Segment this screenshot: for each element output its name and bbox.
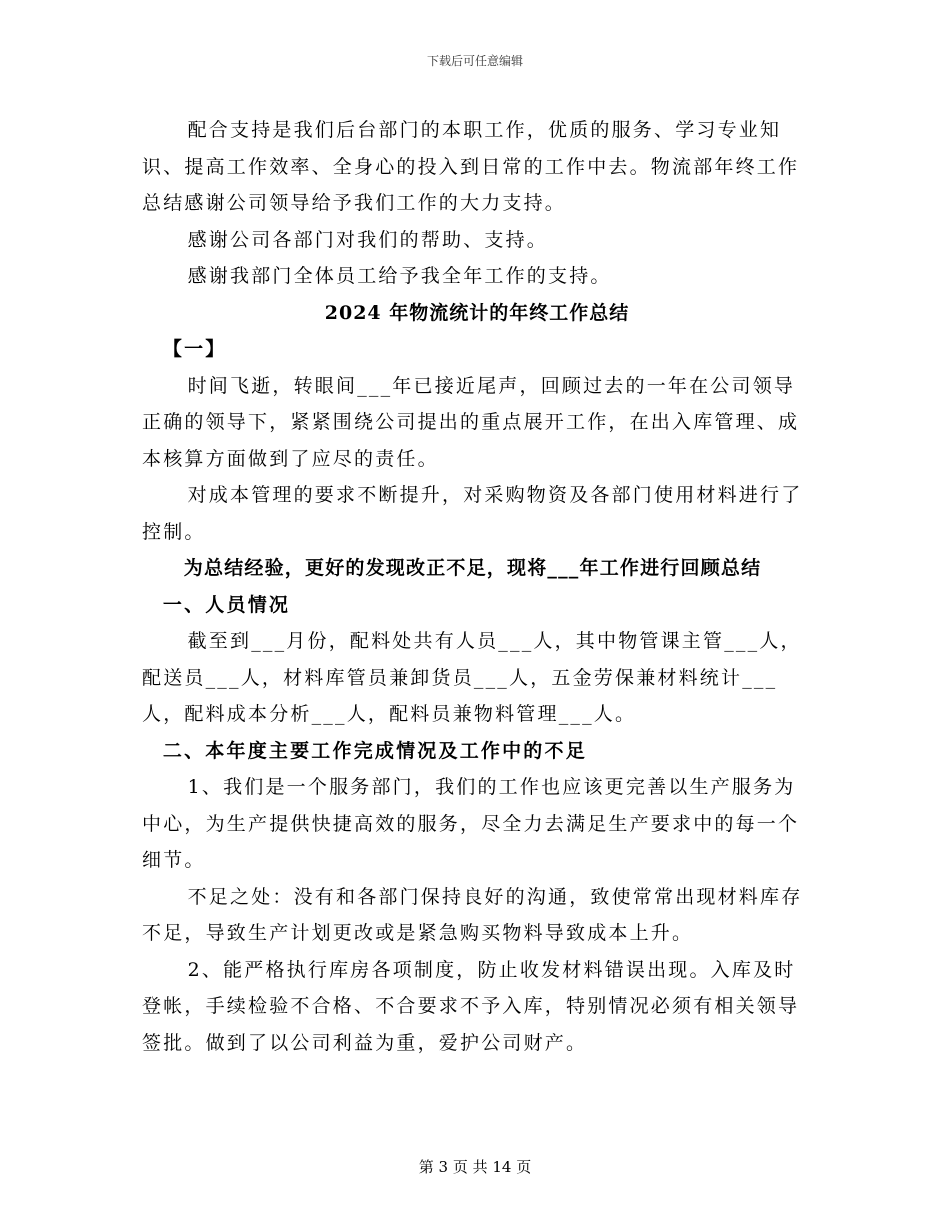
paragraph-thanks-staff: 感谢我部门全体员工给予我全年工作的支持。	[187, 265, 612, 287]
paragraph-thanks-departments: 感谢公司各部门对我们的帮助、支持。	[187, 228, 548, 251]
document-title: 2024 年物流统计的年终工作总结	[324, 301, 630, 324]
section-heading-staff: 一、人员情况	[162, 593, 291, 616]
page-footer: 第 3 页 共 14 页	[418, 1158, 532, 1176]
paragraph-service: 1、我们是一个服务部门，我们的工作也应该更完善以生产服务为中心，为生产提供快捷高效的服务，尽全力去满足生产要求中的每一个细节。	[142, 776, 800, 871]
paragraph-shortcoming: 不足之处：没有和各部门保持良好的沟通，致使常常出现材料库存不足，导致生产计划更改或是紧急购买物料导致成本上升。	[142, 885, 803, 944]
document-body	[142, 112, 812, 1061]
paragraph-cost-control: 对成本管理的要求不断提升，对采购物资及各部门使用材料进行了控制。	[142, 484, 803, 543]
paragraph-support: 配合支持是我们后台部门的本职工作，优质的服务、学习专业知识、提高工作效率、全身心的投入到日常的工作中去。物流部年终工作总结感谢公司领导给予我们工作的大力支持。	[142, 119, 800, 214]
summary-line: 为总结经验，更好的发现改正不足，现将___年工作进行回顾总结	[183, 557, 762, 579]
paragraph-staff: 截至到___月份，配料处共有人员___人，其中物管课主管___人，配送员___人，材料库管员兼卸货员___人，五金劳保兼材料统计___人，配料成本分析___人，配料员兼物料管理___人。	[142, 630, 802, 725]
paragraph-intro: 时间飞逝，转眼间___年已接近尾声，回顾过去的一年在公司领导正确的领导下，紧紧围绕公司提出的重点展开工作，在出入库管理、成本核算方面做到了应尽的责任。	[142, 374, 800, 470]
part-label: 【一】	[162, 338, 227, 360]
paragraph-warehouse: 2、能严格执行库房各项制度，防止收发材料错误出现。入库及时登帐，手续检验不合格、不合要求不予入库，特别情况必须有相关领导签批。做到了以公司利益为重，爱护公司财产。	[142, 958, 800, 1054]
page-header: 下载后可任意编辑	[426, 54, 523, 68]
section-heading-work: 二、本年度主要工作完成情况及工作中的不足	[162, 739, 587, 762]
